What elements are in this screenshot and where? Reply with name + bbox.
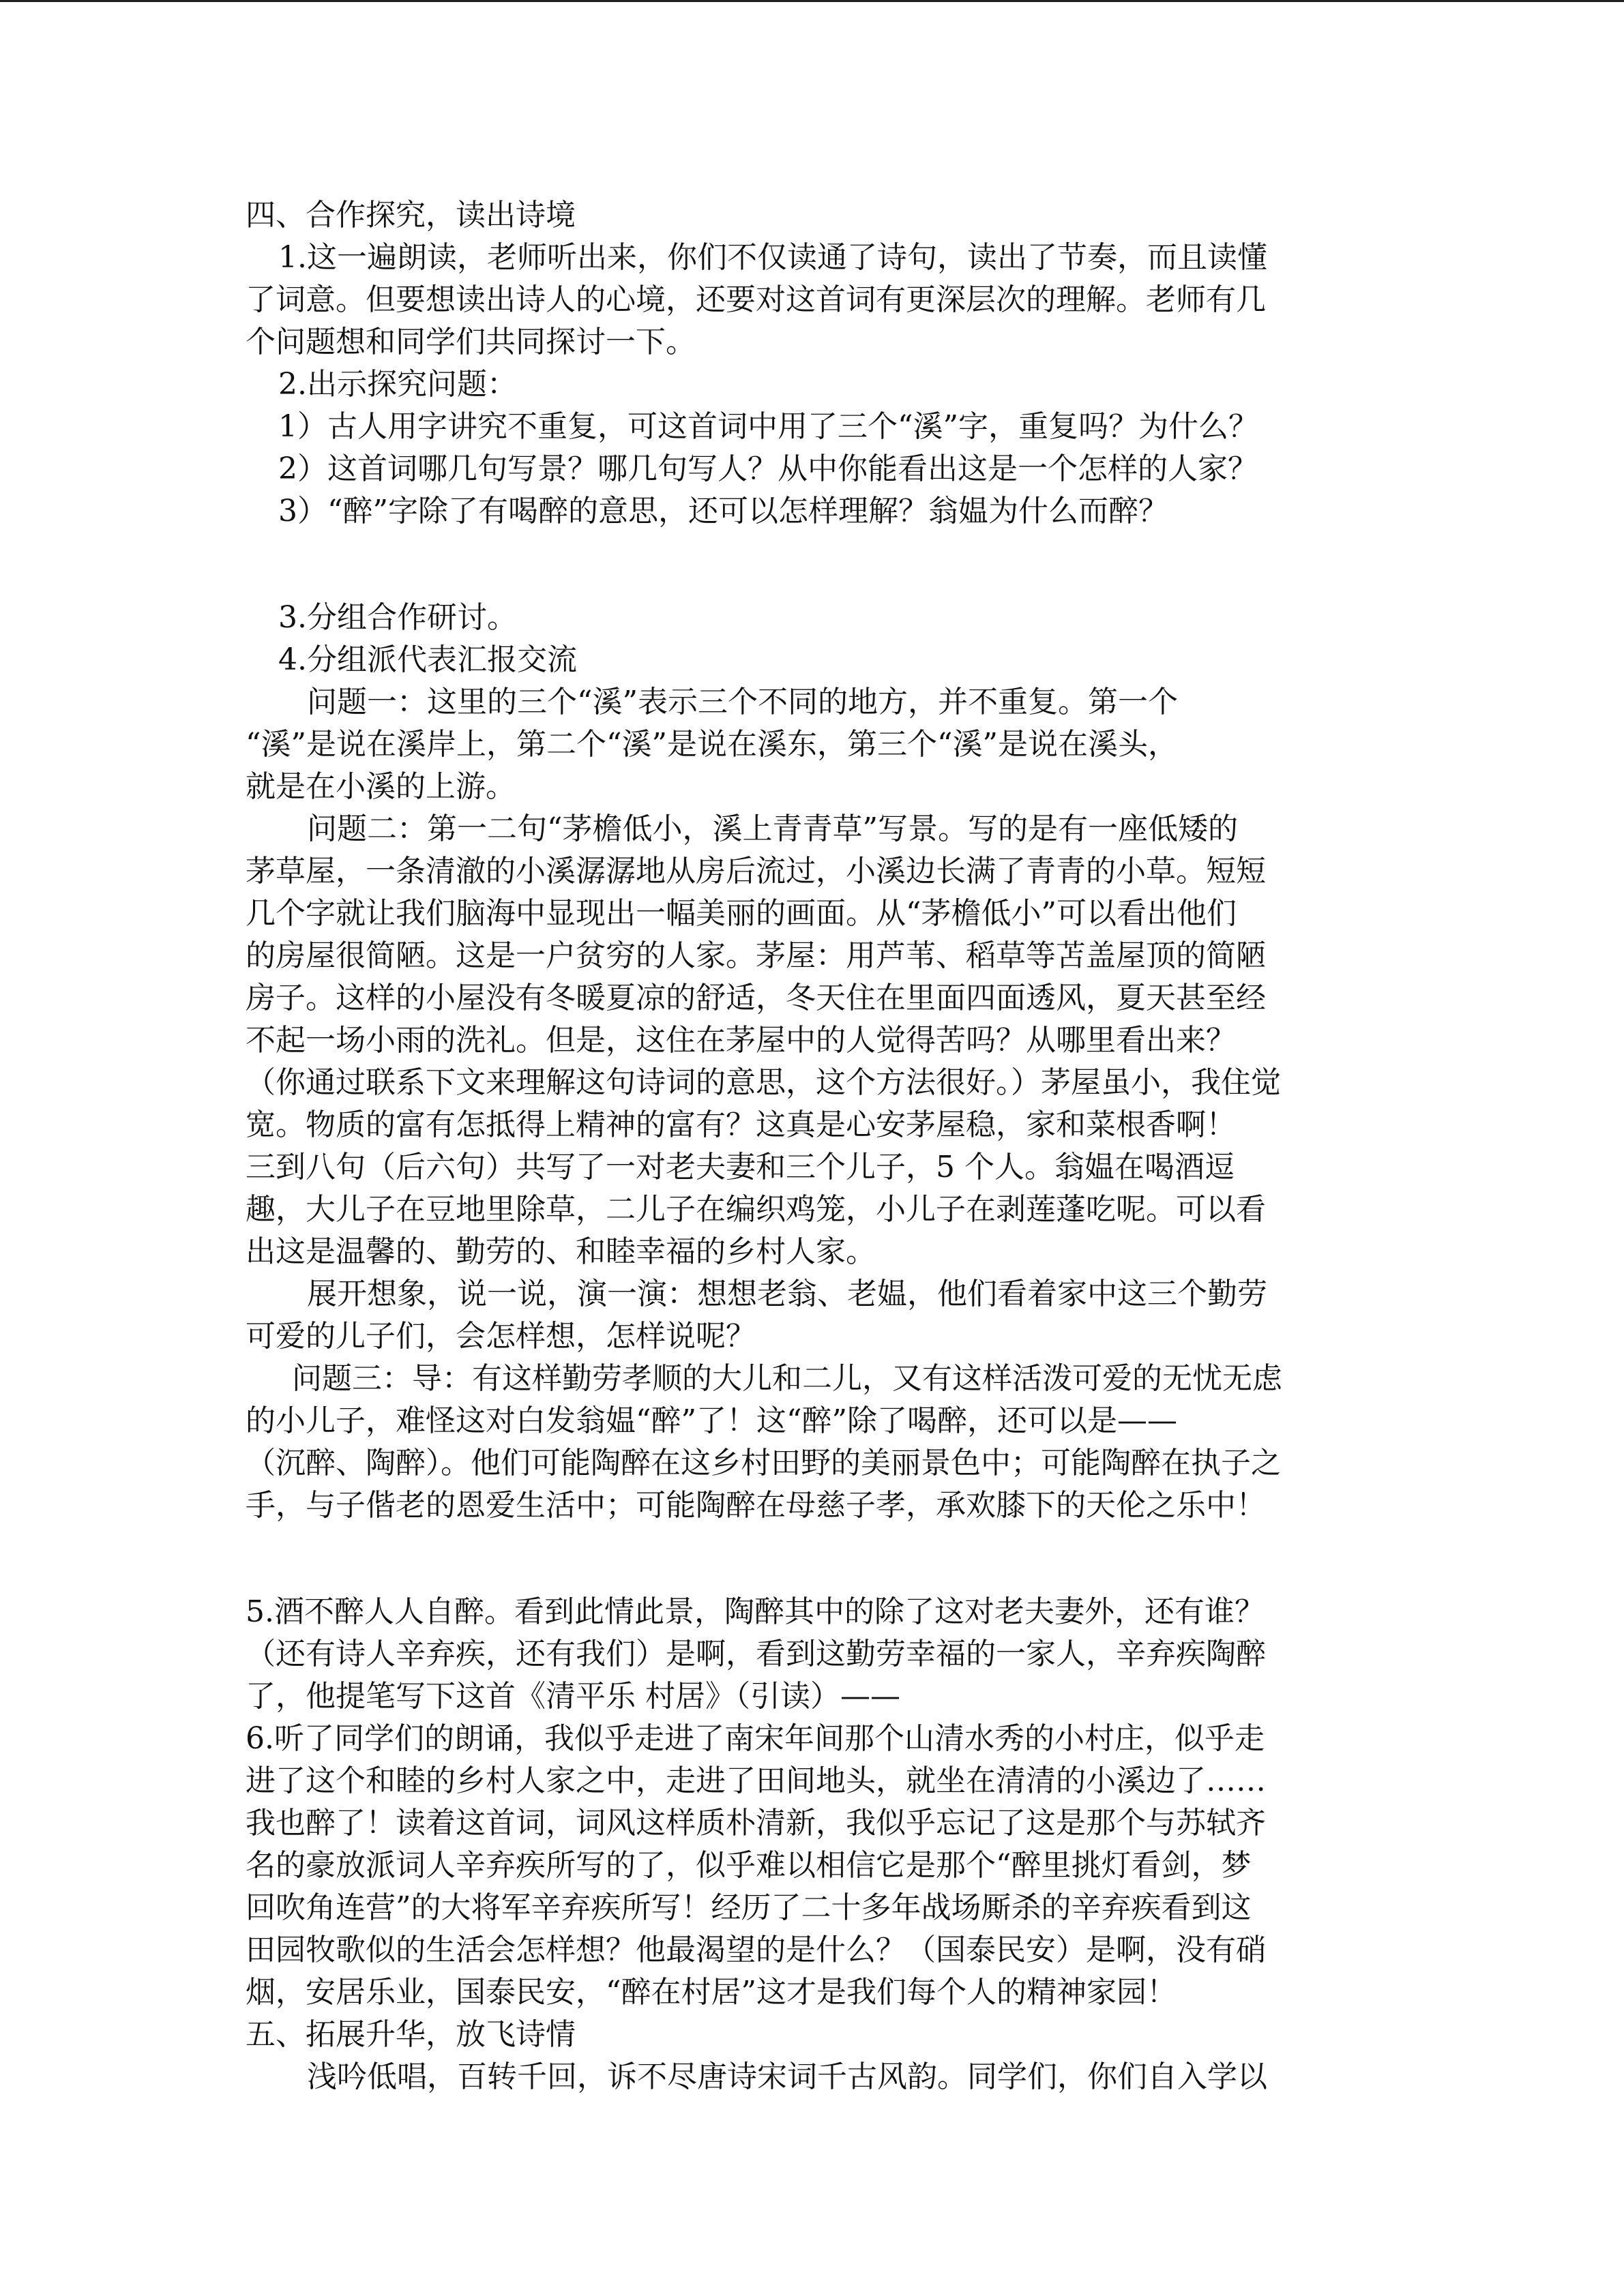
text-line: 了，他提笔写下这首《清平乐 村居》（引读）—— xyxy=(246,1679,900,1714)
text-line: 浅吟低唱，百转千回，诉不尽唐诗宋词千古风韵。同学们，你们自入学以 xyxy=(307,2059,1267,2094)
text-line: 问题二：第一二句“茅檐低小，溪上青青草”写景。写的是有一座低矮的 xyxy=(307,811,1238,846)
text-line: 可爱的儿子们，会怎样想，怎样说呢？ xyxy=(246,1319,756,1354)
text-line: 房子。这样的小屋没有冬暖夏凉的舒适，冬天住在里面四面透风，夏天甚至经 xyxy=(246,981,1266,1015)
text-line: 6.听了同学们的朗诵，我似乎走进了南宋年间那个山清水秀的小村庄，似乎走 xyxy=(246,1721,1265,1756)
text-line: 个问题想和同学们共同探讨一下。 xyxy=(246,325,696,359)
text-line: 4.分组派代表汇报交流 xyxy=(278,642,577,677)
text-line: 问题三：导：有这样勤劳孝顺的大儿和二儿，又有这样活泼可爱的无忧无虑 xyxy=(292,1361,1282,1396)
text-line: 茅草屋，一条清澈的小溪潺潺地从房后流过，小溪边长满了青青的小草。短短 xyxy=(246,854,1266,889)
blank-line xyxy=(246,543,1381,586)
text-line: 1）古人用字讲究不重复，可这首词中用了三个“溪”字，重复吗？为什么？ xyxy=(278,409,1258,444)
text-line: 不起一场小雨的洗礼。但是，这住在茅屋中的人觉得苦吗？从哪里看出来？ xyxy=(246,1023,1236,1058)
text-line: 3.分组合作研讨。 xyxy=(278,600,517,635)
text-line: 就是在小溪的上游。 xyxy=(246,769,516,804)
text-line: 展开想象，说一说，演一演：想想老翁、老媪，他们看着家中这三个勤劳 xyxy=(307,1277,1267,1311)
text-line: （还有诗人辛弃疾，还有我们）是啊，看到这勤劳幸福的一家人，辛弃疾陶醉 xyxy=(246,1637,1266,1671)
text-line: 四、合作探究，读出诗境 xyxy=(246,198,576,233)
text-line: 田园牧歌似的生活会怎样想？他最渴望的是什么？（国泰民安）是啊，没有硝 xyxy=(246,1933,1266,1967)
text-line: 名的豪放派词人辛弃疾所写的了，似乎难以相信它是那个“醉里挑灯看剑，梦 xyxy=(246,1848,1252,1883)
text-line: 我也醉了！读着这首词，词风这样质朴清新，我似乎忘记了这是那个与苏轼齐 xyxy=(246,1806,1266,1840)
text-line: 三到八句（后六句）共写了一对老夫妻和三个儿子，5 个人。翁媪在喝酒逗 xyxy=(246,1150,1235,1184)
text-line: 问题一：这里的三个“溪”表示三个不同的地方，并不重复。第一个 xyxy=(307,685,1178,719)
text-line: 3）“醉”字除了有喝醉的意思，还可以怎样理解？翁媪为什么而醉？ xyxy=(278,494,1168,528)
blank-line xyxy=(246,1538,1381,1580)
text-line: 宽。物质的富有怎抵得上精神的富有？这真是心安茅屋稳，家和菜根香啊！ xyxy=(246,1107,1236,1142)
text-line: 回吹角连营”的大将军辛弃疾所写！经历了二十多年战场厮杀的辛弃疾看到这 xyxy=(246,1890,1252,1925)
text-line: 2）这首词哪几句写景？哪几句写人？从中你能看出这是一个怎样的人家？ xyxy=(278,451,1258,486)
text-line: （沉醉、陶醉）。他们可能陶醉在这乡村田野的美丽景色中；可能陶醉在执子之 xyxy=(246,1446,1281,1480)
text-line: 五、拓展升华，放飞诗情 xyxy=(246,2017,576,2052)
text-line: 手，与子偕老的恩爱生活中；可能陶醉在母慈子孝，承欢膝下的天伦之乐中！ xyxy=(246,1488,1266,1523)
text-line: 2.出示探究问题： xyxy=(278,367,517,402)
text-line: 的房屋很简陋。这是一户贫穷的人家。茅屋：用芦苇、稻草等苫盖屋顶的简陋 xyxy=(246,938,1266,973)
text-line: 的小儿子，难怪这对白发翁媪“醉”了！这“醉”除了喝醉，还可以是—— xyxy=(246,1403,1177,1438)
page-top-border xyxy=(0,0,1624,2)
text-line: 5.酒不醉人人自醉。看到此情此景，陶醉其中的除了这对老夫妻外，还有谁？ xyxy=(246,1594,1265,1629)
document-page xyxy=(246,194,1381,2098)
text-line: 进了这个和睦的乡村人家之中，走进了田间地头，就坐在清清的小溪边了…… xyxy=(246,1763,1266,1798)
text-line: 烟，安居乐业，国泰民安，“醉在村居”这才是我们每个人的精神家园！ xyxy=(246,1975,1177,2010)
text-line: “溪”是说在溪岸上，第二个“溪”是说在溪东，第三个“溪”是说在溪头， xyxy=(246,727,1178,762)
text-line: 趣，大儿子在豆地里除草，二儿子在编织鸡笼，小儿子在剥莲蓬吃呢。可以看 xyxy=(246,1192,1266,1227)
text-line: 了词意。但要想读出诗人的心境，还要对这首词有更深层次的理解。老师有几 xyxy=(246,282,1266,317)
text-line: （你通过联系下文来理解这句诗词的意思，这个方法很好。）茅屋虽小，我住觉 xyxy=(246,1065,1281,1100)
text-line: 几个字就让我们脑海中显现出一幅美丽的画面。从“茅檐低小”可以看出他们 xyxy=(246,896,1237,931)
text-line: 出这是温馨的、勤劳的、和睦幸福的乡村人家。 xyxy=(246,1234,876,1269)
text-line: 1.这一遍朗读，老师听出来，你们不仅读通了诗句，读出了节奏，而且读懂 xyxy=(278,240,1267,275)
